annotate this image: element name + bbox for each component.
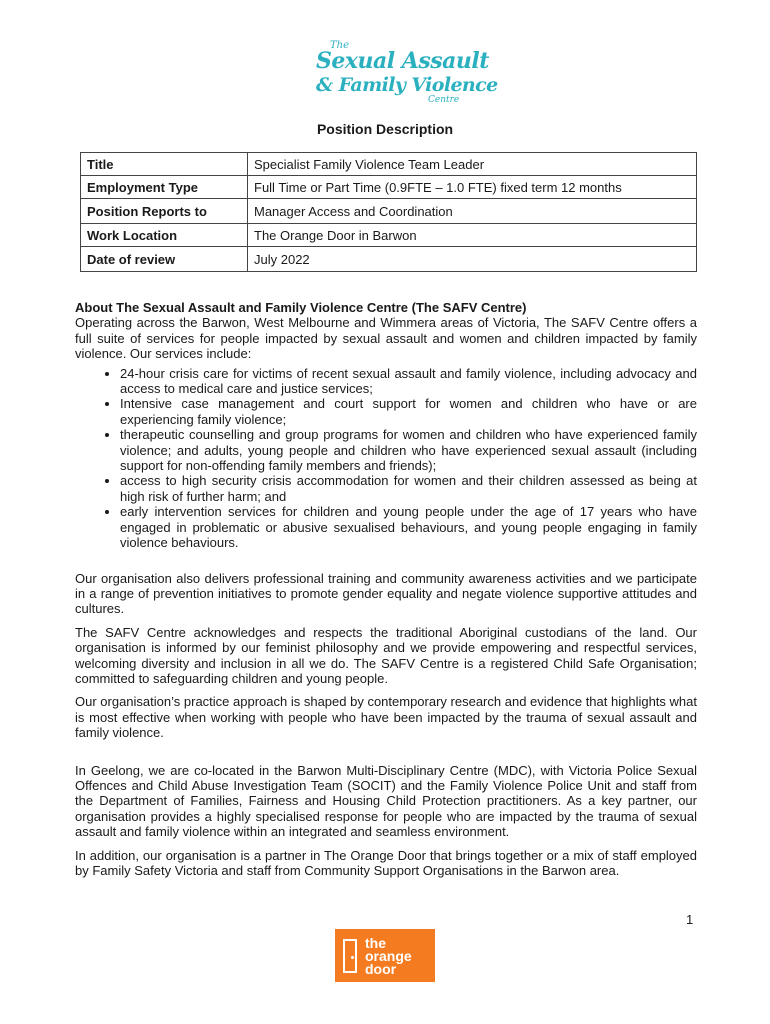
row-key: Title <box>81 153 248 176</box>
page-title: Position Description <box>316 121 454 137</box>
door-knob-icon <box>351 956 354 959</box>
orange-door-line-3: door <box>365 961 397 977</box>
paragraph-training: Our organisation also delivers professional training and community awareness activities and we participate in a range of prevention initiatives to promote gender equality and negate violence supportive attitudes and cultures. <box>75 570 697 617</box>
services-list <box>75 366 697 551</box>
row-value: Specialist Family Violence Team Leader <box>248 153 697 176</box>
table-row <box>81 199 697 224</box>
paragraph-practice: Our organisation’s practice approach is shaped by contemporary research and evidence that highlights what is most effective when working with people who have been impacted by the trauma of sexual assault and family violence. <box>75 694 697 741</box>
paragraph-geelong: In Geelong, we are co-located in the Barwon Multi-Disciplinary Centre (MDC), with Victoria Police Sexual Offences and Child Abuse Investigation Team (SOCIT) and the Family Violence Police Unit and staff from the Department of Families, Fairness and Housing Child Protection practitioners. As a key partner, our organisation provides a highly specialised response for people who are impacted by the trauma of sexual assault and family violence within an integrated and seamless environment. <box>75 762 697 840</box>
orange-door-line-1: the <box>365 935 386 951</box>
row-key: Position Reports to <box>81 199 248 224</box>
list-item: • early intervention services for children and young people under the age of 17 years who have engaged in problematic or abusive sexualised behaviours, and young people engaging in family violence behaviours. <box>120 504 697 550</box>
document-body <box>75 300 697 886</box>
row-value: Manager Access and Coordination <box>248 199 697 224</box>
list-item: • 24-hour crisis care for victims of recent sexual assault and family violence, including advocacy and access to medical care and justice services; <box>120 366 697 397</box>
list-item: • therapeutic counselling and group programs for women and children who have experienced family violence; and adults, young people and children who have experienced sexual assault (including support for non-offending family members and friends); <box>120 427 697 473</box>
list-item: • Intensive case management and court support for women and children who have or are experiencing family violence; <box>120 396 697 427</box>
page-number: 1 <box>686 912 694 927</box>
about-heading: About The Sexual Assault and Family Violence Centre (The SAFV Centre) <box>75 300 527 315</box>
table-row <box>81 153 697 176</box>
safv-centre-logo <box>300 40 498 106</box>
row-key: Employment Type <box>81 176 248 199</box>
about-intro: Operating across the Barwon, West Melbourne and Wimmera areas of Victoria, The SAFV Centre offers a full suite of services for people impacted by sexual assault and women and children impacted by family violence. Our services include: <box>75 315 697 362</box>
logo-the: The <box>330 40 350 51</box>
logo-centre: Centre <box>428 95 460 105</box>
table-row <box>81 247 697 272</box>
table-row <box>81 176 697 199</box>
paragraph-orange-door: In addition, our organisation is a partner in The Orange Door that brings together or a mix of staff employed by Family Safety Victoria and staff from Community Support Organisations in the Barwon area. <box>75 847 697 878</box>
row-value: July 2022 <box>248 247 697 272</box>
row-key: Date of review <box>81 247 248 272</box>
table-row <box>81 224 697 247</box>
door-icon <box>343 939 357 973</box>
paragraph-acknowledgement: The SAFV Centre acknowledges and respects the traditional Aboriginal custodians of the land. Our organisation is informed by our feminist philosophy and we provide empowering and respectful services, welcoming diversity and inclusion in all we do. The SAFV Centre is a registered Child Safe Organisation; committed to safeguarding children and young people. <box>75 624 697 686</box>
row-value: The Orange Door in Barwon <box>248 224 697 247</box>
row-value: Full Time or Part Time (0.9FTE – 1.0 FTE) fixed term 12 months <box>248 176 697 199</box>
position-details-table <box>80 152 697 272</box>
row-key: Work Location <box>81 224 248 247</box>
orange-door-line-2: orange <box>365 948 412 964</box>
logo-line-2: & Family Violence <box>316 74 498 96</box>
list-item: • access to high security crisis accommodation for women and their children assessed as being at high risk of further harm; and <box>120 473 697 504</box>
orange-door-logo <box>335 929 435 982</box>
logo-line-1: Sexual Assault <box>316 48 489 74</box>
